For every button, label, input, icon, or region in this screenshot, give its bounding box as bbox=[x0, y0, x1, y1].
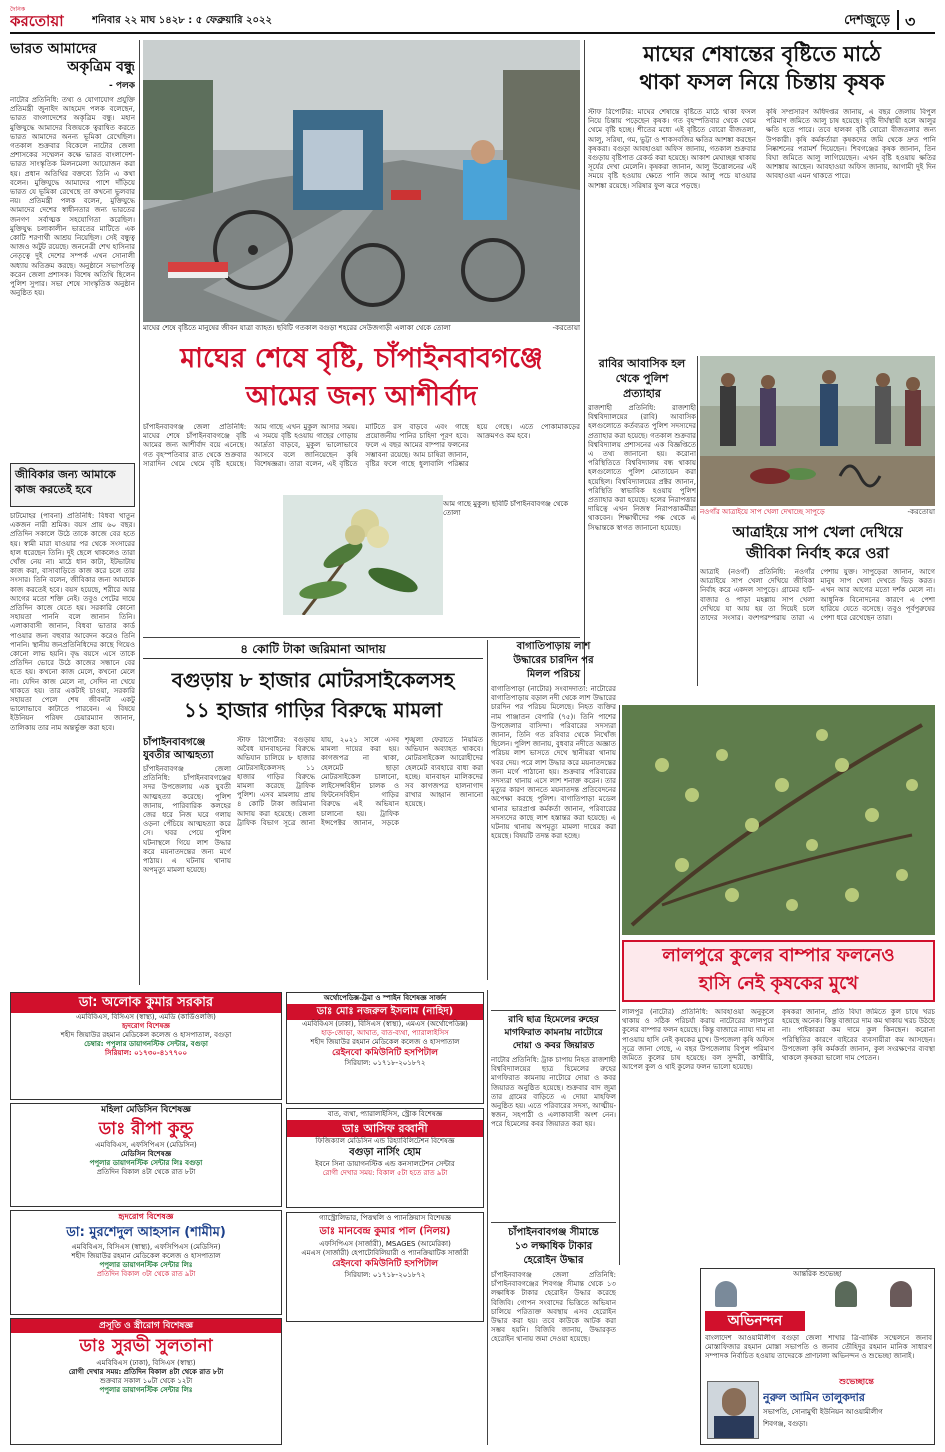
article-body: নাটোর প্রতিনিধি: ট্রাক চাপায় নিহত রাজশাহী বিশ্ববিদ্যালয়ের ছাত্র হিমেলের রুহের মাগফিরাত কামনায় নাটোরে দোয়া ও কবর জিয়ারত অনুষ্ঠিত হয়েছে। শুক্রবার বাদ জুমা তার গ্রামের বাড়িতে এ দোয়া মাহফিল অনুষ্ঠিত হয়। এতে পরিবারের সদস্য, আত্মীয়-স্বজন, সহপাঠী ও এলাকাবাসী অংশ নেন। পরে হিমেলের কবর জিয়ারত করা হয়। bbox=[491, 1056, 616, 1129]
ad-line: রেইনবো কমিউনিটি হসপিটাল bbox=[331, 1048, 439, 1058]
logo-small: দৈনিক bbox=[10, 6, 26, 13]
headline-box bbox=[622, 940, 935, 1002]
headline-line-2: অকৃত্রিম বন্ধু bbox=[67, 59, 135, 75]
ad-line: সিরিয়াল: ০১৭১৮-২০১৮৭২ bbox=[344, 1059, 426, 1067]
headline-line-1: রাবি ছাত্র হিমেলের রুহের bbox=[508, 1015, 599, 1025]
ad-doctor-name: ডাঃ মানবেন্দ্র কুমার পাল (নিলয়) bbox=[319, 1226, 451, 1237]
snake-charmer-photo bbox=[700, 356, 935, 506]
ad-greeting bbox=[700, 1268, 935, 1445]
greeting-lead: আন্তরিক শুভেচ্ছা bbox=[793, 1270, 842, 1278]
headline-line-1: মাঘের শেষান্তের বৃষ্টিতে মাঠে bbox=[643, 41, 881, 66]
ad-line: প্রতিদিন বিকাল ৩টা থেকে রাত ৯টা bbox=[96, 1270, 196, 1278]
logo bbox=[10, 6, 80, 32]
ad-line: শুক্রবার সকাল ১০টা থেকে ১২টা bbox=[99, 1377, 193, 1385]
ad-line: শহীদ জিয়াউর রহমান মেডিকেল কলেজ ও হাসপাতাল, বগুড়া bbox=[60, 1031, 232, 1039]
ad-line: হৃদরোগ বিশেষজ্ঞ bbox=[121, 1022, 171, 1030]
article-body-left: লালপুর (নাটোর) প্রতিনিধি: আবহাওয়া অনুকূলে থাকায় ও সঠিক পরিচর্যা করায় নাটোরের লালপুরে কুলের বাম্পার ফলন হয়েছে। কিন্তু বাজারে ন্যায্য দাম না পাওয়ায় হাসি নেই কৃষকের মুখে। উপজেলা কৃষি অফিস সূত্রে জানা গেছে, এ বছর উপজেলায় বিপুল পরিমাণ জমিতে কুলের চাষ হয়েছে। বল সুন্দরী, কাশ্মীরি, আপেল কুল ও থাই কুলের ফলন ভালো হয়েছে। bbox=[622, 1008, 774, 1072]
article-body-identified bbox=[491, 640, 616, 1005]
column-rule bbox=[584, 355, 585, 685]
ad-title: অর্থোপেডিক্স-ট্রমা ও স্পাইন বিশেষজ্ঞ সার্জন bbox=[323, 994, 447, 1002]
headline-line-2: ১৩ লক্ষাধিক টাকার bbox=[514, 1241, 593, 1252]
headline-line-1: চাঁপাইনবাবগঞ্জ সীমান্তে bbox=[508, 1227, 599, 1238]
ad-line: শহীদ জিয়াউর রহমান মেডিকেল কলেজ ও হাসপাতাল bbox=[71, 1252, 221, 1260]
ad-line: এমবিবিএস, বিসিএস (স্বাস্থ্য), এফসিপিএস (মেডিসিন) bbox=[71, 1243, 221, 1251]
ad-line: পপুলার ডায়াগনস্টিক সেন্টার লিঃ bbox=[99, 1386, 193, 1394]
ad-doctor-name: ডা: মুরশেদুল আহসান (শামীম) bbox=[66, 1225, 226, 1240]
sub-headline: চাঁপাইনবাবগঞ্জে যুবতীর আত্মহত্যা bbox=[143, 737, 214, 761]
article-snake-livelihood bbox=[700, 522, 935, 702]
article-body-right: কৃষি সম্প্রসারণ অধিদপ্তর জানায়, এ বছর জেলায় বিপুল পরিমাণ জমিতে আলু চাষ হয়েছে। বৃষ্টি দীর্ঘস্থায়ী হলে আলুর ক্ষতি হতে পারে। তবে হালকা বৃষ্টি বোরো বীজতলার জন্য উপকারী। কৃষি কর্মকর্তারা কৃষকদের জমি থেকে দ্রুত পানি নিষ্কাশনের পরামর্শ দিয়েছেন। শিবগঞ্জের কৃষক জানান, তিন বিঘা জমিতে আলু লাগিয়েছেন। এখন বৃষ্টি হওয়ায় ক্ষতির আশঙ্কায় আছেন। আবহাওয়া অফিস জানায়, আগামী দুই দিন আবহাওয়া এমন থাকতে পারে। bbox=[766, 108, 936, 181]
article-prayer bbox=[491, 1010, 616, 1220]
ad-doctor-name: ডাঃ মোঃ নজরুল ইসলাম (নাহিদ) bbox=[287, 1004, 483, 1020]
article-body-left: স্টাফ রিপোর্টার: মাঘের শেষান্তে বৃষ্টিতে মাঠে থাকা ফসল নিয়ে চিন্তায় পড়েছেন কৃষক। গত বৃহস্পতিবার থেকে থেমে থেমে বৃষ্টি হচ্ছে। শীতের মধ্যে এই বৃষ্টিতে বোরো বীজতলা, আলু, সরিষা, গম, ভুট্টা ও শাকসবজির ক্ষতির আশঙ্কা করছেন কৃষকরা। বগুড়া আবহাওয়া অফিস জানায়, গতকাল শুক্রবার বগুড়ায় বৃষ্টিপাত রেকর্ড করা হয়েছে। আকাশ মেঘাচ্ছন্ন থাকায় সূর্যের দেখা মেলেনি। কৃষকরা জানান, আলু উত্তোলনের এই সময়ে বৃষ্টি হওয়ায় ক্ষেতে পানি জমে আলু পচে যাওয়ার আশঙ্কা রয়েছে। সরিষার ফুল ঝরে পড়ছে। bbox=[588, 108, 756, 190]
ad-title: প্রসূতি ও স্ত্রীরোগ বিশেষজ্ঞ bbox=[11, 1319, 281, 1333]
ad-title: গ্যাস্ট্রোলিভার, পিত্তথলি ও প্যানক্রিয়াস বিশেষজ্ঞ bbox=[319, 1214, 451, 1222]
greeting-title: অভিনন্দন bbox=[705, 1311, 805, 1331]
ad-line: চেম্বার: পপুলার ডায়াগনস্টিক সেন্টার, বগুড়া bbox=[84, 1040, 208, 1048]
box-headline-livelihood bbox=[10, 463, 135, 507]
sub-article-suicide bbox=[143, 736, 231, 956]
ad-line: ইবনে সিনা ডায়াগনস্টিক এন্ড কনসালটেশন সেন্টার bbox=[315, 1160, 455, 1168]
headline-line-3: হেরোইন উদ্ধার bbox=[523, 1255, 584, 1266]
headline-line-2: আমের জন্য আশীর্বাদ bbox=[245, 381, 478, 412]
snake-photo-caption bbox=[700, 507, 935, 518]
ad-doctor-manabendra bbox=[286, 1212, 484, 1322]
ad-line: সিরিয়াল: ০১৭১৮-২০১৮৭২ bbox=[344, 1271, 426, 1279]
ad-doctor-surovi bbox=[10, 1318, 282, 1445]
ad-line: পপুলার ডায়াগনস্টিক সেন্টার লিঃ বগুড়া bbox=[89, 1159, 203, 1167]
ad-title: হৃদরোগ বিশেষজ্ঞ bbox=[118, 1212, 174, 1221]
section-name: দেশজুড়ে bbox=[844, 13, 890, 28]
article-body: স্টাফ রিপোর্টার: বগুড়ায় অবৈধ যানবাহনের বিরুদ্ধে অভিযান চালিয়ে ৮ হাজার মোটরসাইকেলসহ ১১ হাজার গাড়ির বিরুদ্ধে মামলা করেছে ট্রাফিক পুলিশ। এসব মামলায় প্রায় ৪ কোটি টাকা জরিমানা আদায় করা হয়েছে। জেলা ট্রাফিক বিভাগ সূত্রে জানা যায়, ২০২১ সালে এসব মামলা দায়ের করা হয়। কাগজপত্র না থাকা, হেলমেট ছাড়া মোটরসাইকেল চালানো, লাইসেন্সবিহীন চালক ও ফিটনেসবিহীন গাড়ির বিরুদ্ধে এই অভিযান চালানো হয়। ট্রাফিক ইন্সপেক্টর জানান, সড়কে শৃঙ্খলা ফেরাতে নিয়মিত অভিযান অব্যাহত থাকবে। মোটরসাইকেল আরোহীদের হেলমেট ব্যবহারে বাধ্য করা হচ্ছে। যানবাহন মালিকদের সব কাগজপত্র হালনাগাদ রাখার আহ্বান জানানো হয়েছে। bbox=[237, 736, 483, 827]
headline-line-2: থেকে পুলিশ bbox=[615, 372, 669, 385]
article-body: আত্রাই (নওগাঁ) প্রতিনিধি: নওগাঁর আত্রাইয়ে সাপ খেলা দেখিয়ে জীবিকা নির্বাহ করে একদল সাপুড়ে। গ্রামের হাট-বাজার ও পাড়া মহল্লায় সাপ খেলা দেখিয়ে যা আয় হয় তা দিয়েই চলে তাদের সংসার। বংশপরম্পরায় তারা এ পেশায় যুক্ত। সাপুড়েরা জানান, আগে মানুষ সাপ খেলা দেখতে ভিড় করত। এখন আর আগের মতো দর্শক মেলে না। আধুনিক বিনোদনের কারণে এ পেশা হারিয়ে যেতে বসেছে। তবুও পূর্বপুরুষের পেশা ধরে রেখেছেন তারা। bbox=[700, 568, 935, 623]
masthead-divider bbox=[897, 10, 899, 30]
ad-line: বগুড়া নার্সিং হোম bbox=[349, 1147, 421, 1158]
portrait-icon bbox=[835, 1281, 857, 1307]
greeting-portraits bbox=[705, 1281, 932, 1309]
column-rule bbox=[487, 640, 488, 980]
headline-line-3: প্রত্যাহার bbox=[623, 387, 661, 400]
column-rule bbox=[619, 705, 620, 1265]
ad-line: হাড়-জোড়া, আঘাত, বাত-ব্যথা, প্যারালাইসিস bbox=[321, 1029, 449, 1037]
page-number: ৩ bbox=[905, 12, 916, 31]
headline-line-1: বগুড়ায় ৮ হাজার মোটরসাইকেলসহ bbox=[171, 668, 455, 692]
ad-line: প্রতিদিন বিকাল ৪টা থেকে রাত ৮টা bbox=[96, 1168, 196, 1176]
ad-doctor-name: ডাঃ আসিফ রব্বানী bbox=[287, 1120, 483, 1137]
headline-line-2: ১১ হাজার গাড়ির বিরুদ্ধে মামলা bbox=[183, 698, 443, 722]
mango-blossom-photo bbox=[283, 495, 443, 615]
ad-line: রোগী দেখার সময়: প্রতিদিন বিকাল ৪টা থেকে রাত ৮টা bbox=[68, 1368, 224, 1376]
ad-line: এফসিপিএস (সার্জারী), MSAGES (আমেরিকা) bbox=[319, 1240, 451, 1248]
headline-line-2: হাসি নেই কৃষকের মুখে bbox=[698, 973, 859, 994]
headline-line-2: উদ্ধারের চারদিন পর bbox=[513, 655, 594, 666]
greeting-portrait-icon bbox=[707, 1381, 759, 1439]
ad-line: মেডিসিন বিশেষজ্ঞ bbox=[120, 1150, 172, 1158]
ad-doctor-nazrul bbox=[286, 992, 484, 1104]
ad-title: মহিলা মেডিসিন বিশেষজ্ঞ bbox=[101, 1105, 191, 1115]
section-rule bbox=[143, 637, 580, 638]
sub-body: চাঁপাইনবাবগঞ্জ জেলা প্রতিনিধি: চাঁপাইনবাবগঞ্জের সদর উপজেলায় এক যুবতী আত্মহত্যা করেছে। পুলিশ জানায়, পারিবারিক কলহের জের ধরে নিজ ঘরে গলায় ওড়না পেঁচিয়ে আত্মহত্যা করে সে। খবর পেয়ে পুলিশ ঘটনাস্থলে গিয়ে লাশ উদ্ধার করে ময়নাতদন্তের জন্য মর্গে পাঠায়। এ ঘটনায় থানায় অপমৃত্যু মামলা হয়েছে। bbox=[143, 765, 231, 875]
greeting-text: বাংলাদেশ আওয়ামীলীগ বগুড়া জেলা শাখার ত্রি-বার্ষিক সম্মেলনে জনাব মোস্তাফিজার রহমান মোস্তা সভাপতি ও জনাব তৌহিদুর রহমান মানিক সাধারণ সম্পাদক নির্বাচিত হওয়ায় তাদেরকে প্রাণঢালা অভিনন্দন ও শুভেচ্ছা জানাই। bbox=[705, 1334, 932, 1361]
ad-line: সিরিয়াল: ০১৭৩০-৪১৭৭০০ bbox=[104, 1049, 188, 1057]
byline: - পলক bbox=[109, 81, 135, 91]
article-plum-harvest bbox=[622, 940, 935, 1240]
ad-doctor-name: ডাঃ রীপা কুন্ডু bbox=[98, 1119, 194, 1139]
article-traffic-cases bbox=[143, 640, 483, 990]
logo-text: করতোয়া bbox=[10, 12, 64, 30]
column-rule bbox=[139, 40, 140, 985]
headline-line-2: মাগফিরাত কামনায় নাটোরে bbox=[504, 1028, 603, 1038]
headline-line-2: জীবিকা নির্বাহ করে ওরা bbox=[745, 544, 890, 562]
ad-line: ফিজিক্যাল মেডিসিন এন্ড রিহ্যাবিলিটেশন বিশেষজ্ঞ bbox=[315, 1137, 455, 1145]
headline-line-3: দোয়া ও কবর জিয়ারত bbox=[512, 1041, 595, 1051]
article-body: নাটোর প্রতিনিধি: তথ্য ও যোগাযোগ প্রযুক্তি প্রতিমন্ত্রী জুনাইদ আহমেদ পলক বলেছেন, ভারত বাংলাদেশের অকৃত্রিম বন্ধু। মহান মুক্তিযুদ্ধে আমাদের বিজয়কে ত্বরান্বিত করতে ভারত আমাদের অনন্য ভূমিকা রেখেছিল। গতকাল শুক্রবার বিকেলে নাটোর জেলা প্রশাসকের সম্মেলন কক্ষে ভারত বাংলাদেশ-ভারত সাংস্কৃতিক মিলনমেলা আয়োজন করা হয়। প্রধান অতিথির বক্তব্যে তিনি এ কথা বলেন। মুক্তিযুদ্ধে আমাদের পাশে দাঁড়িয়ে ভারত যে ভূমিকা রেখেছে তা কখনো ভুলবার নয়। প্রতিমন্ত্রী পলক বলেন, মুক্তিযুদ্ধে আমাদের দেশের স্বাধীনতার জন্য ভারতের জনগণ সর্বাত্মক সহযোগিতা করেছিল। মুক্তিযুদ্ধ চলাকালীন ভারতের মাটিতে এক কোটি শরণার্থী আশ্রয় নিয়েছিল। সেই বন্ধুত্ব আজও অটুট রয়েছে। জননেত্রী শেখ হাসিনার নেতৃত্বে দুই দেশের সম্পর্ক এখন সোনালী অধ্যায় অতিক্রম করছে। অনুষ্ঠানে সভাপতিত্ব করেন জেলা প্রশাসক। বিশেষ অতিথি ছিলেন পুলিশ সুপার। সভা শেষে সাংস্কৃতিক অনুষ্ঠান অনুষ্ঠিত হয়। bbox=[10, 96, 135, 298]
article-body-right: কৃষকরা জানান, প্রতি বিঘা জমিতে কুল চাষে খরচ হয়েছে অনেক। কিন্তু বাজারে দাম কম থাকায় খরচ উঠছে না। পাইকাররা কম দামে কুল কিনছেন। করোনা পরিস্থিতির কারণে বাইরের ব্যবসায়ীরা কম আসছেন। উপজেলা কৃষি কর্মকর্তা জানান, কুল সংরক্ষণের ব্যবস্থা থাকলে কৃষকরা ভালো দাম পেতেন। bbox=[782, 1008, 935, 1063]
ad-title: বাত, ব্যথা, প্যারালাইসিস, স্ট্রোক বিশেষজ্ঞ bbox=[327, 1110, 443, 1118]
article-india-friend bbox=[10, 40, 135, 460]
ad-doctor-ripa bbox=[10, 1103, 282, 1207]
article-body: চাঁপাইনবাবগঞ্জ জেলা প্রতিনিধি: চাঁপাইনবাবগঞ্জের শিবগঞ্জ সীমান্ত থেকে ১৩ লক্ষাধিক টাকার হেরোইন উদ্ধার করেছে বিজিবি। গোপন সংবাদের ভিত্তিতে অভিযান চালিয়ে পরিত্যক্ত অবস্থায় এসব হেরোইন উদ্ধার করা হয়। তবে কাউকে আটক করা সম্ভব হয়নি। বিজিবি জানায়, উদ্ধারকৃত হেরোইন থানায় জমা দেওয়া হয়েছে। bbox=[491, 1271, 616, 1344]
mango-blossom-image bbox=[283, 495, 443, 615]
ad-line: রেইনবো কমিউনিটি হসপিটাল bbox=[331, 1259, 439, 1269]
ad-line: এমবিবিএস (ঢাকা), বিসিএস (স্বাস্থ্য) bbox=[96, 1359, 196, 1367]
headline-line-1: বাগাতিপাড়ায় লাশ bbox=[516, 641, 591, 652]
ad-line: এমবিবিএস, বিসিএস (স্বাস্থ্য), এমডি (কার্ডিওলজি) bbox=[76, 1013, 216, 1021]
headline-line-1: রাবির আবাসিক হল bbox=[598, 357, 686, 370]
article-body: চাঁপাইনবাবগঞ্জ জেলা প্রতিনিধি: মাঘের শেষে চাঁপাইনবাবগঞ্জে বৃষ্টি আমের জন্য আশীর্বাদ বয়ে এনেছে। গত বৃহস্পতিবার রাত থেকে শুক্রবার সারাদিন থেমে থেমে বৃষ্টি হয়েছে। আম গাছে এখন মুকুল আসার সময়। এ সময়ে বৃষ্টি হওয়ায় গাছের গোড়ায় আর্দ্রতা বাড়বে, মুকুল ভালোভাবে আসবে বলে জানিয়েছেন কৃষি বিশেষজ্ঞরা। তারা বলেন, এই বৃষ্টিতে মাটিতে রস বাড়বে এবং গাছে প্রয়োজনীয় পানির চাহিদা পূরণ হবে। ফলে এ বছর আমের বাম্পার ফলনের সম্ভাবনা রয়েছে। আম চাষিরা জানান, বৃষ্টির ফলে গাছে ধুলাবালি পরিষ্কার হয়ে গেছে। এতে পোকামাকড়ের আক্রমণও কম হবে। bbox=[143, 423, 580, 468]
date-line: শনিবার ২২ মাঘ ১৪২৮ : ৫ ফেব্রুয়ারি ২০২২ bbox=[92, 15, 273, 26]
portrait-icon bbox=[890, 1281, 912, 1307]
ad-line: এমবিবিএস (ঢাকা), বিসিএস (স্বাস্থ্য), এমএস (অর্থোপেডিক্স) bbox=[302, 1020, 468, 1028]
ad-line: শহীদ জিয়াউর রহমান মেডিকেল কলেজ ও হাসপাতাল bbox=[310, 1038, 460, 1046]
greeting-role: সভাপতি, সোনামুখী ইউনিয়ন আওয়ামীলীগ bbox=[763, 1408, 883, 1416]
ad-doctor-name: ডাঃ সুরভী সুলতানা bbox=[79, 1336, 213, 1356]
portrait-icon bbox=[715, 1281, 737, 1307]
greeting-by: শুভেচ্ছান্তে bbox=[839, 1377, 874, 1386]
article-mango-rain bbox=[143, 340, 580, 635]
ad-line: এমবিবিএস, এফসিপিএস (মেডিসিন) bbox=[95, 1141, 197, 1149]
headline-line-1: ভারত আমাদের bbox=[10, 41, 97, 57]
plum-tree-image bbox=[622, 705, 935, 935]
headline-line-1: লালপুরে কুলের বাম্পার ফলনেও bbox=[662, 945, 895, 966]
headline-line-1: মাঘের শেষে বৃষ্টি, চাঁপাইনবাবগঞ্জে bbox=[180, 343, 543, 374]
article-body: বাগাতিপাড়া (নাটোর) সংবাদদাতা: নাটোরের বাগাতিপাড়ায় বড়াল নদী থেকে লাশ উদ্ধারের চারদিন পর পরিচয় মিলেছে। নিহত ব্যক্তির নাম পাঞ্জাতন বেপারি (৭৫)। তিনি পাশের উপজেলার বাসিন্দা। পরিবারের সদস্যরা জানান, তিনি গত রবিবার থেকে নিখোঁজ ছিলেন। পুলিশ জানায়, বুধবার নদীতে অজ্ঞাত পরিচয় লাশ ভাসতে দেখে স্থানীয়রা থানায় খবর দেয়। পরে লাশ উদ্ধার করে ময়নাতদন্তের জন্য মর্গে পাঠানো হয়। শুক্রবার পরিবারের সদস্যরা থানায় এসে লাশ শনাক্ত করেন। তার মৃত্যুর কারণ জানতে ময়নাতদন্ত প্রতিবেদনের অপেক্ষা করছে পুলিশ। বাগাতিপাড়া মডেল থানার ভারপ্রাপ্ত কর্মকর্তা জানান, পরিবারের সদস্যদের কাছে লাশ হস্তান্তর করা হয়েছে। এ ঘটনায় থানায় অপমৃত্যু মামলা দায়ের করা হয়েছে। বিষয়টি তদন্ত করা হচ্ছে। bbox=[491, 685, 616, 841]
column-rule bbox=[487, 990, 488, 1445]
article-body: রাজশাহী প্রতিনিধি: রাজশাহী বিশ্ববিদ্যালয়ের (রাবি) আবাসিক হলগুলোতে কর্তব্যরত পুলিশ সদস্যদের প্রত্যাহার করা হয়েছে। গতকাল শুক্রবার বিশ্ববিদ্যালয় প্রশাসনের এক বিজ্ঞপ্তিতে এ তথ্য জানানো হয়। করোনা পরিস্থিতিতে বিশ্ববিদ্যালয় বন্ধ থাকায় হলগুলোতে পুলিশ মোতায়েন করা হয়েছিল। বিশ্ববিদ্যালয়ের প্রক্টর জানান, পরিস্থিতি স্বাভাবিক হওয়ায় পুলিশ প্রত্যাহার করা হয়েছে। হলের নিরাপত্তার দায়িত্বে এখন নিজস্ব নিরাপত্তাকর্মীরা থাকবেন। শিক্ষার্থীদের পক্ষ থেকে এ সিদ্ধান্তকে স্বাগত জানানো হয়েছে। bbox=[588, 404, 696, 532]
headline-line-2: থাকা ফসল নিয়ে চিন্তায় কৃষক bbox=[639, 69, 885, 94]
box-headline: জীবিকার জন্য আমাকে কাজ করতেই হবে bbox=[15, 468, 116, 496]
headline-line-1: আত্রাইয়ে সাপ খেলা দেখিয়ে bbox=[732, 523, 903, 541]
article-crop-worry bbox=[588, 40, 936, 350]
ad-doctor-asif bbox=[286, 1108, 484, 1208]
article-heroin bbox=[491, 1222, 616, 1444]
photo-credit: -করতোয়া bbox=[907, 508, 935, 516]
snake-charmer-image bbox=[700, 356, 935, 506]
ad-doctor-alok bbox=[10, 992, 282, 1100]
ad-line: এমএস (সার্জারী) হেপাটোবিলিয়ারী ও প্যানক্রিয়াটিক সার্জারী bbox=[301, 1249, 469, 1257]
caption-text: মাঘের শেষে বৃষ্টিতে মানুষের জীবন যাত্রা ব্যাহত। ছবিটি গতকাল বগুড়া শহরের সেউজগাড়ী এলাকা থেকে তোলা bbox=[143, 324, 451, 332]
ad-line: রোগী দেখার সময়: বিকাল ৫টা হতে রাত ৯টা bbox=[322, 1169, 448, 1177]
rain-street-photo bbox=[143, 40, 580, 322]
ad-doctor-murshedul bbox=[10, 1210, 282, 1315]
rain-street-image bbox=[143, 40, 580, 322]
plum-tree-photo bbox=[622, 705, 935, 935]
kicker: ৪ কোটি টাকা জরিমানা আদায় bbox=[143, 640, 483, 659]
article-livelihood-body: চাটমোহর (পাবনা) প্রতিনিধি: বিধবা খাতুন একজন নারী শ্রমিক। বয়স প্রায় ৬০ বছর। প্রতিদিন সকালে উঠে তাকে কাজে বের হতে হয়। স্বামী মারা যাওয়ার পর থেকে সংসারের হাল ধরেছেন তিনি। দুই ছেলে থাকলেও তারা খোঁজ নেয় না। মাঠে ধান কাটা, ইটভাটায় কাজ করা, বাসাবাড়িতে কাজ করে চলে তার সংসার। তিনি বলেন, জীবিকার জন্য আমাকে কাজ করতেই হবে। বয়স হয়েছে, শরীরে আর আগের মতো শক্তি নেই। তবুও পেটের দায়ে প্রতিদিন কাজে যেতে হয়। সরকারি কোনো সহায়তা পাননি বলে জানান তিনি। এলাকাবাসী জানান, বিধবা ভাতার কার্ড পাওয়ার জন্য বহুবার আবেদন করেও তিনি পাননি। স্থানীয় জনপ্রতিনিধিদের কাছে গিয়েও কোনো লাভ হয়নি। বৃদ্ধ বয়সে এসে তাকে প্রতিদিন ভোরে উঠে কাজের সন্ধানে বের হতে হয়। কখনো কাজ মেলে, কখনো মেলে না। যেদিন কাজ মেলে না, সেদিন না খেয়ে থাকতে হয়। তার একটাই চাওয়া, সরকারি সহায়তা পেলে শেষ জীবনটা একটু ভালোভাবে কাটাতে পারবেন। এ বিষয়ে ইউনিয়ন পরিষদ চেয়ারম্যান জানান, তালিকায় তার নাম অন্তর্ভুক্ত করা হবে। bbox=[10, 512, 135, 732]
ad-doctor-name: ডা: অলোক কুমার সরকার bbox=[11, 993, 281, 1013]
column-rule bbox=[584, 40, 585, 360]
headline-line-3: মিলল পরিচয় bbox=[526, 669, 581, 680]
column-rule bbox=[697, 356, 698, 686]
masthead bbox=[10, 6, 935, 34]
mango-photo-caption: আম গাছে মুকুল। ছবিটি চাঁপাইনবাবগঞ্জ থেকে তোলা bbox=[443, 500, 569, 517]
greeting-name: নুরুল আমিন তালুকদার bbox=[763, 1391, 865, 1404]
caption-text: নওগাঁর আত্রাইয়ে সাপ খেলা দেখাচ্ছে সাপুড়ে bbox=[700, 508, 825, 516]
rain-photo-caption bbox=[143, 323, 580, 335]
greeting-place: শিবগঞ্জ, বগুড়া। bbox=[763, 1420, 808, 1428]
photo-credit: -করতোয়া bbox=[552, 324, 580, 332]
ad-line: পপুলার ডায়াগনস্টিক সেন্টার লিঃ bbox=[99, 1261, 193, 1269]
